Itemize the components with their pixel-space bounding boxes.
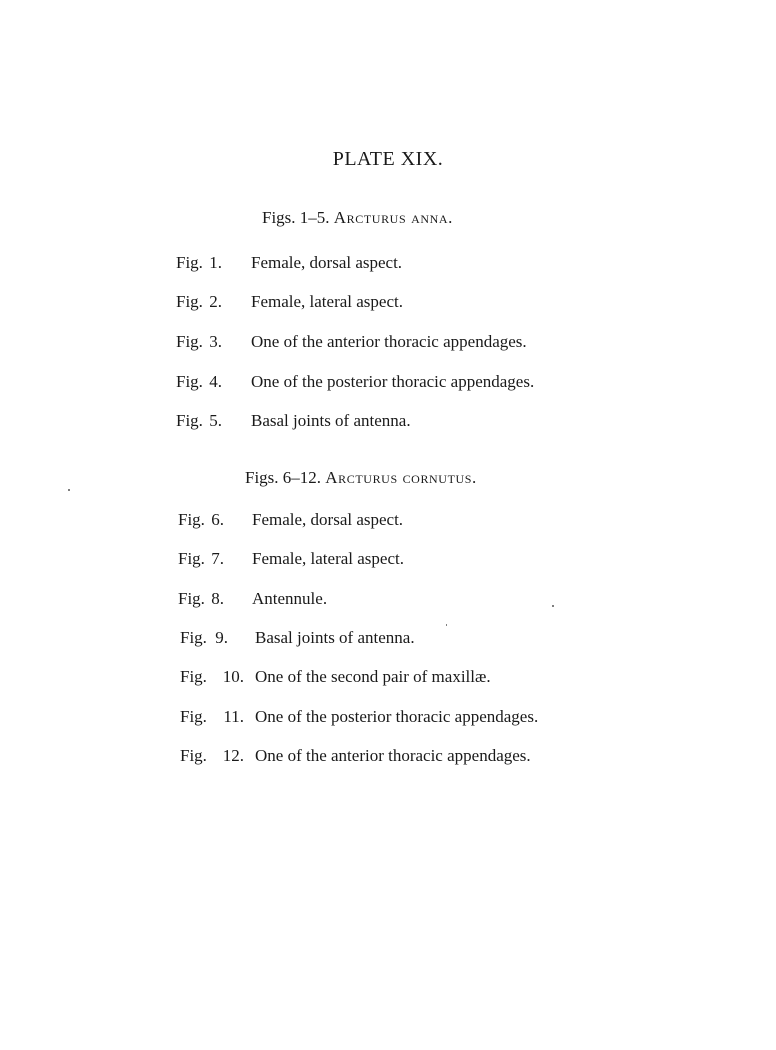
- fig-number: 6.: [211, 510, 224, 529]
- fig-number: 5.: [209, 411, 222, 430]
- fig-number: 7.: [211, 549, 224, 568]
- plate-title-text: PLATE XIX.: [332, 148, 444, 170]
- print-speck: [552, 605, 554, 607]
- section-heading-arcturus-anna: [262, 208, 453, 228]
- fig-label: Fig.: [180, 667, 207, 686]
- figs-range-label: Figs. 6–12.: [245, 468, 322, 487]
- fig-description: One of the anterior thoracic appendages.: [255, 746, 531, 765]
- figs-range-label: Figs. 1–5.: [262, 208, 330, 227]
- fig-description: One of the posterior thoracic appendages.: [255, 707, 539, 726]
- fig-description: Female, lateral aspect.: [251, 292, 403, 311]
- fig-number: 2.: [209, 292, 222, 311]
- fig-label: Fig.: [178, 589, 205, 608]
- fig-label: Fig.: [176, 332, 203, 351]
- section-heading-arcturus-cornutus: [245, 468, 477, 488]
- fig-label: Fig.: [176, 292, 203, 311]
- fig-description: Female, dorsal aspect.: [252, 510, 404, 529]
- species-name: Arcturus cornutus.: [325, 468, 477, 487]
- fig-description: One of the posterior thoracic appendages.: [251, 372, 535, 391]
- fig-description: One of the second pair of maxillæ.: [255, 667, 491, 686]
- fig-label: Fig.: [180, 746, 207, 765]
- fig-label: Fig.: [178, 510, 205, 529]
- fig-number: 1.: [209, 253, 222, 272]
- print-speck: [446, 624, 447, 626]
- fig-number: 10.: [222, 667, 244, 686]
- fig-label: Fig.: [180, 707, 207, 726]
- print-speck: [68, 489, 70, 491]
- fig-description: Female, lateral aspect.: [252, 549, 404, 568]
- fig-number: 8.: [211, 589, 224, 608]
- fig-label: Fig.: [178, 549, 205, 568]
- species-name: Arcturus anna.: [333, 208, 453, 227]
- fig-description: Antennule.: [252, 589, 328, 608]
- fig-description: Basal joints of antenna.: [255, 628, 415, 647]
- plate-title: [0, 148, 776, 171]
- fig-number: 11.: [223, 707, 244, 726]
- fig-number: 4.: [209, 372, 222, 391]
- fig-description: Basal joints of antenna.: [251, 411, 411, 430]
- fig-description: Female, dorsal aspect.: [251, 253, 403, 272]
- fig-label: Fig.: [176, 411, 203, 430]
- fig-label: Fig.: [180, 628, 207, 647]
- fig-number: 3.: [209, 332, 222, 351]
- fig-label: Fig.: [176, 253, 203, 272]
- fig-number: 9.: [215, 628, 228, 647]
- fig-description: One of the anterior thoracic appendages.: [251, 332, 527, 351]
- fig-number: 12.: [222, 746, 244, 765]
- fig-label: Fig.: [176, 372, 203, 391]
